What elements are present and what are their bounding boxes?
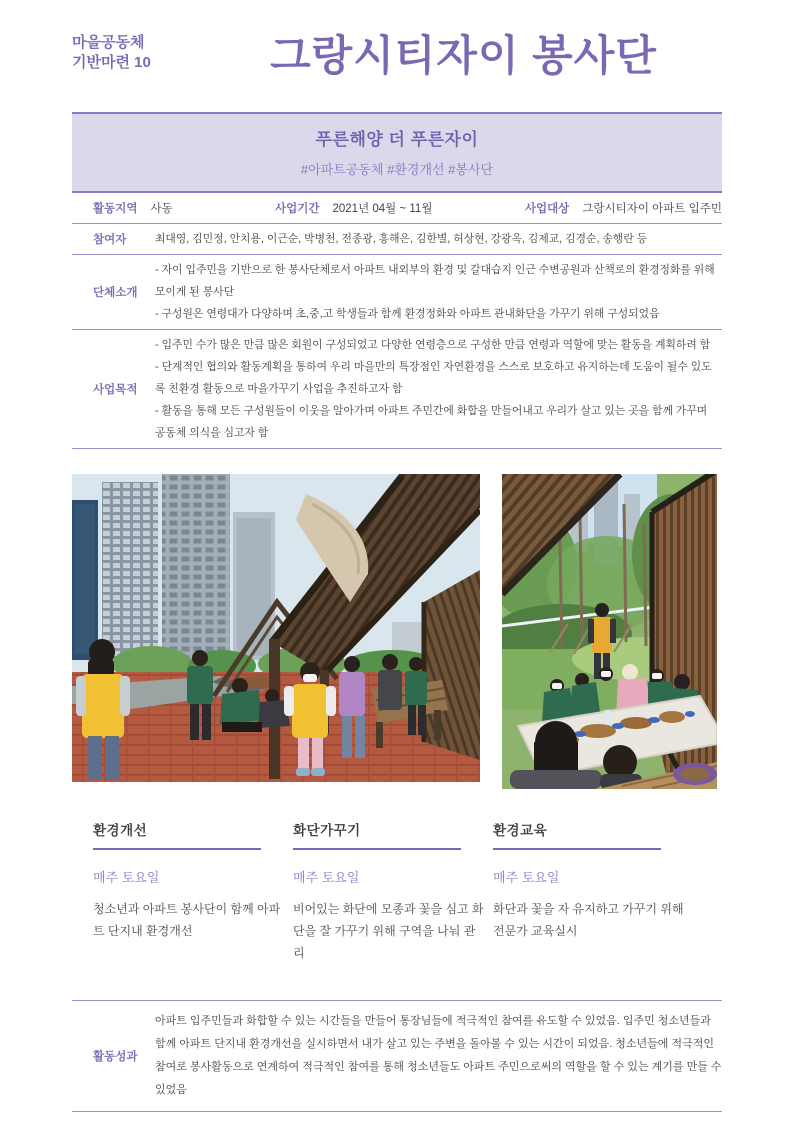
photo-pavilion-plaza-illustration [72, 474, 480, 782]
activity-schedule: 매주 토요일 [293, 870, 360, 885]
period-label: 사업기간 [275, 203, 320, 215]
results-text: 아파트 입주민들과 화합할 수 있는 시간들을 만들어 통장님들에 적극적인 참여를 유도할 수 있었음. 입주민 청소년들과 함께 아파트 단지내 환경개선을 실시하면서 내가 살고 있는 주변을 돌아볼 수 있는 시간이 되었음. 청소년들에 적극적인 참여로 봉사활동으로 연계하여 적극적인 참여를 통해 청소년들도 아파트 주민으로써의 역할을 할 수 있는 계기를 만들 수 있었음 [155, 1015, 722, 1096]
program-label-line2: 기반마련 10 [72, 54, 151, 71]
meta-target [525, 200, 722, 216]
info-table [72, 112, 722, 449]
meta-row [72, 193, 722, 224]
purpose-label: 사업목적 [93, 384, 138, 396]
program-label [72, 33, 197, 73]
photo-pavilion-plaza [72, 474, 480, 782]
activity-schedule: 매주 토요일 [93, 870, 160, 885]
results-section [72, 1000, 722, 1112]
participants-value: 최대영, 김민정, 안치용, 이근순, 박병천, 전종광, 홍해은, 김한별, 허상현, 강광옥, 김제교, 김경순, 송행란 등 [155, 233, 648, 245]
meta-period [275, 200, 525, 216]
purpose-item: - 활동을 통해 모든 구성원들이 이웃을 알아가며 아파트 주민간에 화합을 만들어내고 우리가 살고 있는 곳을 함께 가꾸며 공동체 의식을 심고자 함 [155, 405, 708, 439]
participants-label: 참여자 [93, 234, 127, 246]
activity-desc: 비어있는 화단에 모종과 꽃을 심고 화단을 잘 가꾸기 위해 구역을 나눠 관리 [293, 902, 484, 960]
photo-gallery [72, 474, 722, 789]
page-header [72, 0, 722, 112]
region-label: 활동지역 [93, 203, 138, 215]
intro-label: 단체소개 [93, 287, 138, 299]
activity-title: 환경개선 [93, 819, 261, 850]
intro-item: - 자이 입주민을 기반으로 한 봉사단체로서 아파트 내외부의 환경 및 갈대습지 인근 수변공원과 산책로의 환경정화를 위해 모이게 된 봉사단 [155, 264, 715, 298]
program-label-line1: 마을공동체 [72, 34, 145, 51]
photo-table-activity [502, 474, 717, 789]
purpose-item: - 입주민 수가 많은 만큼 많은 회원이 구성되었고 다양한 연령층으로 구성한 만큼 연령과 역할에 맞는 활동을 계획하려 함 [155, 339, 711, 351]
target-value: 그랑시티자이 아파트 입주민 [582, 203, 722, 215]
results-label: 활동성과 [93, 1051, 138, 1063]
period-value: 2021년 04월 ~ 11월 [332, 203, 433, 215]
purpose-item: - 단계적인 협의와 활동계획을 통하여 우리 마을만의 특장점인 자연환경을 스스로 보호하고 유지하는데 도움이 될수 있도록 친환경 활동으로 마을가꾸기 사업을 추진하고자 함 [155, 361, 712, 395]
activity-col-education [493, 819, 693, 964]
purpose-row [72, 330, 722, 449]
page-title: 그랑시티자이 봉사단 [270, 32, 657, 79]
activity-columns [72, 819, 722, 964]
activity-schedule: 매주 토요일 [493, 870, 560, 885]
purpose-value [155, 334, 722, 444]
target-label: 사업대상 [524, 203, 570, 215]
project-hashtags: #아파트공동체 #환경개선 #봉사단 [300, 162, 494, 177]
activity-desc: 화단과 꽃을 자 유지하고 가꾸기 위해 전문가 교육실시 [493, 902, 684, 938]
activity-col-environment [93, 819, 293, 964]
project-slogan: 푸른해양 더 푸른자이 [315, 130, 479, 149]
meta-region [93, 200, 275, 216]
participants-row [72, 224, 722, 255]
intro-row [72, 255, 722, 330]
activity-title: 환경교육 [493, 819, 661, 850]
activity-desc: 청소년과 아파트 봉사단이 함께 아파트 단지내 환경개선 [93, 902, 281, 938]
intro-item: - 구성원은 연령대가 다양하며 초,중,고 학생들과 함께 환경정화와 아파트 관내화단을 가꾸기 위해 구성되었음 [155, 308, 660, 320]
project-banner [72, 112, 722, 193]
region-value: 사동 [150, 203, 173, 215]
activity-title: 화단가꾸기 [293, 819, 461, 850]
intro-value [155, 259, 722, 325]
activity-col-flowerbed [293, 819, 493, 964]
photo-table-activity-illustration [502, 474, 717, 789]
